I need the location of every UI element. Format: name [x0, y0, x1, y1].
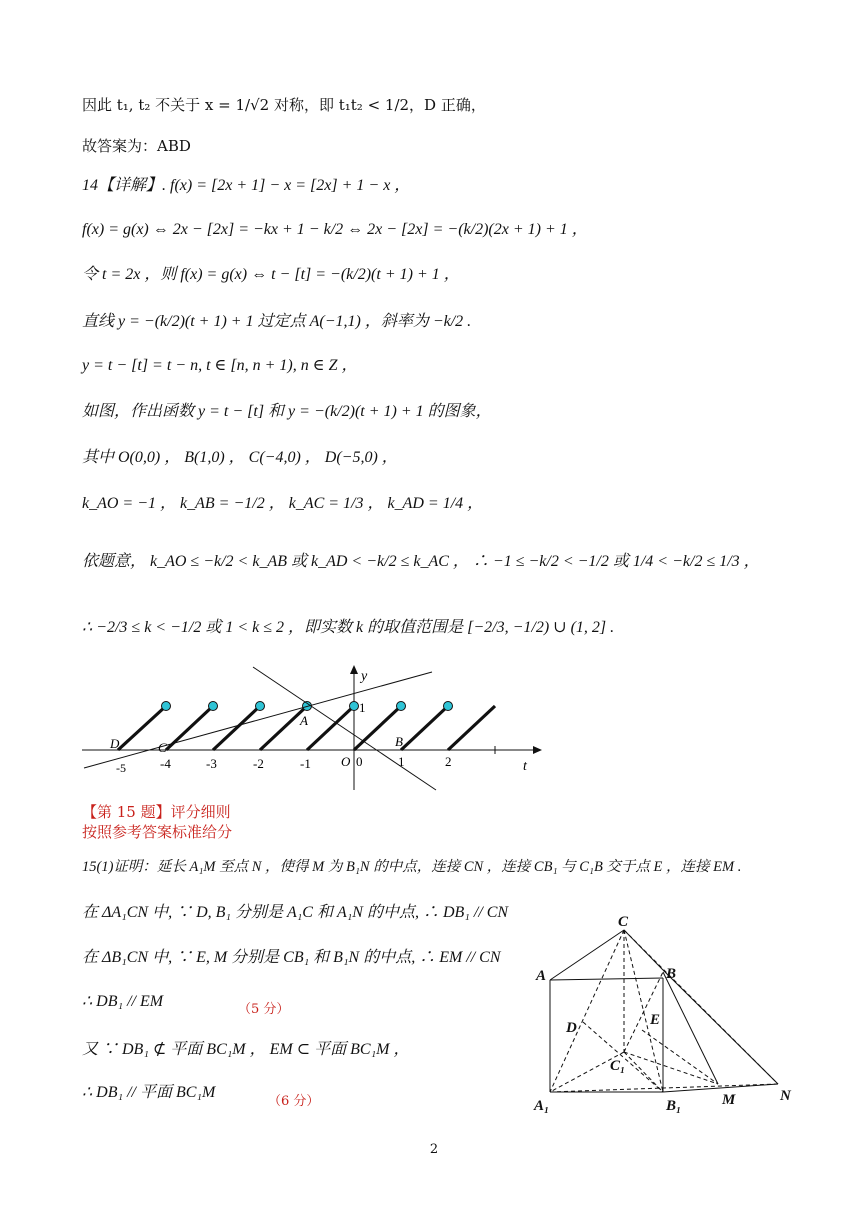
vertex-label-D: D: [566, 1020, 577, 1036]
text-line-6: 直线 y = −(k/2)(t + 1) + 1 过定点 A(−1,1) ，斜率为 −k/2 .: [82, 313, 472, 330]
text-line-10: k_AO = −1 ， k_AB = −1/2 ， k_AC = 1/3 ， k_AD = 1/4 ，: [82, 495, 484, 512]
line-through-A-negative: [253, 667, 436, 790]
tick-label: -4: [160, 756, 171, 771]
text-line-18: ∴ DB₁ // 平面 BC₁M: [82, 1084, 216, 1101]
text-line-17: 又 ∵ DB₁ ⊄ 平面 BC₁M ， EM ⊂ 平面 BC₁M ，: [82, 1041, 410, 1058]
tick-label: 0: [356, 754, 363, 769]
vertex-label-B1: B₁: [666, 1098, 682, 1114]
sawtooth-graph: [78, 662, 548, 794]
text-line-4: f(x) = g(x) ⇔ 2x − [2x] = −kx + 1 − k/2 ⇔ 2x − [2x] = −(k/2)(2x + 1) + 1 ，: [82, 221, 588, 238]
text-line-2: 故答案为：ABD: [82, 137, 191, 155]
text-line-7: y = t − [t] = t − n, t ∈ [n, n + 1), n ∈ Z ，: [82, 357, 358, 374]
point-label-C: C: [158, 740, 167, 755]
text-line-15: 在 ΔB₁CN 中, ∵ E, M 分别是 CB₁ 和 B₁N 的中点, ∴ EM // CN: [82, 949, 501, 966]
vertex-label-N: N: [780, 1088, 791, 1104]
tick-label: 2: [445, 754, 452, 769]
page-number: 2: [429, 1142, 439, 1157]
text-line-9: 其中 O(0,0) ， B(1,0) ， C(−4,0) ， D(−5,0) ，: [82, 449, 398, 466]
point-label-B: B: [395, 734, 403, 749]
tick-label: 1: [398, 754, 405, 769]
text-line-1: 因此 t₁, t₂ 不关于 x = 1/√2 对称，即 t₁t₂ < 1/2，D 正确，: [82, 96, 486, 114]
text-line-5: 令 t = 2x ，则 f(x) = g(x) ⇔ t − [t] = −(k/2)(t + 1) + 1 ，: [82, 266, 460, 283]
y-tick-label: 1: [359, 700, 366, 715]
point-label-A: A: [300, 713, 308, 728]
t-axis-arrow: [533, 746, 542, 754]
score-5: （5 分）: [238, 1002, 290, 1017]
tick-label: -2: [253, 756, 264, 771]
text-line-16: ∴ DB₁ // EM: [82, 993, 164, 1010]
y-axis-label: y: [361, 669, 368, 684]
red-heading: 【第 15 题】评分细则: [82, 803, 231, 821]
text-line-14: 在 ΔA₁CN 中, ∵ D, B₁ 分别是 A₁C 和 A₁N 的中点, ∴ DB₁ // CN: [82, 904, 509, 921]
tick-label: -3: [206, 756, 217, 771]
red-subheading: 按照参考答案标准给分: [82, 823, 233, 841]
tick-label: O: [341, 754, 351, 769]
point-label-D: D: [110, 736, 120, 751]
vertex-label-B: B: [666, 966, 677, 982]
tick-label: -5: [116, 761, 126, 775]
t-axis-label: t: [523, 759, 527, 774]
vertex-label-E: E: [650, 1012, 661, 1028]
prism-figure: [528, 912, 808, 1122]
vertex-label-C: C: [618, 914, 629, 930]
line-through-A-positive: [84, 672, 432, 768]
vertex-label-A: A: [536, 968, 547, 984]
tick-label: -1: [300, 756, 311, 771]
vertex-label-A1: A₁: [534, 1098, 550, 1114]
vertex-label-M: M: [722, 1092, 736, 1108]
text-line-13: 15(1)证明：延长 A₁M 至点 N ，使得 M 为 B₁N 的中点，连接 CN ，连接 CB₁ 与 C₁B 交于点 E ，连接 EM .: [82, 859, 742, 875]
text-line-12: ∴ −2/3 ≤ k < −1/2 或 1 < k ≤ 2 ，即实数 k 的取值范围是 [−2/3, −1/2) ∪ (1, 2] .: [82, 619, 615, 636]
score-6: （6 分）: [268, 1094, 320, 1109]
text-line-8: 如图，作出函数 y = t − [t] 和 y = −(k/2)(t + 1) + 1 的图象，: [82, 403, 492, 420]
y-axis-arrow: [350, 665, 358, 674]
text-line-3: 14【详解】. f(x) = [2x + 1] − x = [2x] + 1 − x ，: [82, 177, 411, 194]
vertex-label-C1: C₁: [610, 1058, 626, 1074]
text-line-11: 依题意， k_AO ≤ −k/2 < k_AB 或 k_AD < −k/2 ≤ k_AC ， ∴ −1 ≤ −k/2 < −1/2 或 1/4 < −k/2 ≤ 1/3 ，: [82, 553, 760, 570]
